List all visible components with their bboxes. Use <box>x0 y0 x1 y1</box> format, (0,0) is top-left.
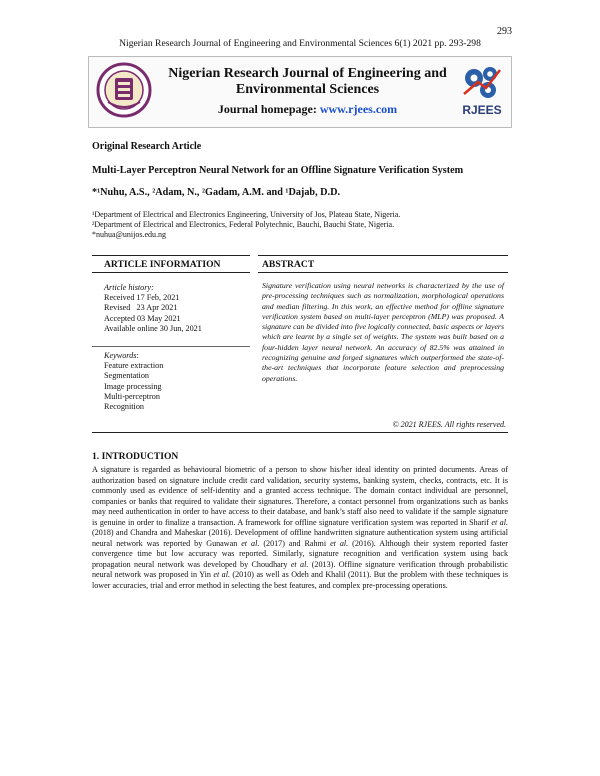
keyword-item: Segmentation <box>104 371 150 381</box>
keywords-label: Keywords: <box>104 351 139 360</box>
keywords-block <box>104 351 249 412</box>
introduction-heading: 1. INTRODUCTION <box>92 451 179 462</box>
info-top-rule <box>92 255 250 256</box>
abstract-heading: ABSTRACT <box>262 259 315 270</box>
info-heading-rule <box>92 272 250 273</box>
journal-homepage <box>160 102 455 117</box>
history-keywords-divider <box>92 346 250 347</box>
keyword-item: Recognition <box>104 402 145 412</box>
article-history <box>104 283 249 334</box>
homepage-link[interactable]: www.rjees.com <box>319 102 398 116</box>
history-available: Available online 30 Jun, 2021 <box>104 323 202 333</box>
keyword-item: Feature extraction <box>104 361 164 371</box>
affiliation-1: ¹Department of Electrical and Electronics Engineering, University of Jos, Plateau State, Nigeria. <box>92 210 401 219</box>
page-number: 293 <box>497 26 512 37</box>
journal-title-line1: Nigerian Research Journal of Engineering and <box>168 66 447 81</box>
homepage-label: Journal homepage: <box>217 102 320 116</box>
paper-title: Multi-Layer Perceptron Neural Network for an Offline Signature Verification System <box>92 165 464 176</box>
running-head: Nigerian Research Journal of Engineering and Environmental Sciences 6(1) 2021 pp. 293-298 <box>119 38 481 49</box>
abstract-bottom-rule <box>92 432 508 433</box>
history-label: Article history: <box>104 283 154 292</box>
abstract-heading-rule <box>258 272 508 273</box>
journal-title-line2: Environmental Sciences <box>235 82 380 97</box>
introduction-paragraph: A signature is regarded as behavioural biometric of a person to show his/her ideal identity on printed documents. Areas of authorization based on signature include credit card validation, security systems, banking system, checks, contracts, etc. It is commonly used as evidence of self-identity and a granted access technique. The domain contact individual are personnel, companies or banks that required to validate their signatures. Therefore, a contact personnel from organizations such as banks may need authentication in order to have access to their database, and bank’s staff also need to validate if the sample signature is genuine in order to finalize a transaction. A framework for offline signature verification system was reported in Sharif et al. (2018) and Chandra and Maheskar (2016). Development of offline handwritten signature authentication system using artificial neural network was reported by Gunawan et al. (2017) and Rahmi et al. (2016). Although their system reported faster convergence time but low accuracy was reported. Similarly, signature recognition and verification system using back propagation neural network was developed by Choudhary et al. (2013). Offline signature verification through probabilistic neural network was proposed in Yin et al. (2010) as well as Odeh and Khalil (2011). But the problem with these techniques is lower accuracies, trial and error method in selecting the best features, and complex pre-processing operations. <box>92 465 509 590</box>
history-accepted: Accepted 03 May 2021 <box>104 313 181 323</box>
corresponding-email[interactable]: *nuhua@unijos.edu.ng <box>92 230 167 239</box>
history-received: Received 17 Feb, 2021 <box>104 293 180 303</box>
rjees-logo <box>458 60 506 120</box>
abstract-text: Signature verification using neural networks is characterized by the use of pre-processing techniques such as normalization, morphological operations and median filtering. In this work, an effective method for offline signature verification system based on multi-layer perceptron (MLP) was proposed. A signature can be divided into five logically connected, basic aspects or layers which are learnt by a single set of weights. The system was built based on a four-hidden layer neural network. An accuracy of 82.5% was attained in recognizing genuine and forged signatures which outperformed the state-of-the-art techniques that incorporate feature selection and preprocessing operations. <box>262 281 504 383</box>
affiliation-2: ²Department of Electrical and Electronics, Federal Polytechnic, Bauchi, Bauchi State, Nigeria. <box>92 220 395 229</box>
rjees-logo-text: RJEES <box>462 103 502 117</box>
university-crest-logo <box>94 62 154 118</box>
abstract-top-rule <box>258 255 508 256</box>
keyword-item: Multi-perceptron <box>104 391 160 401</box>
journal-title <box>160 66 455 98</box>
article-info-heading: ARTICLE INFORMATION <box>104 259 221 270</box>
copyright-notice: © 2021 RJEES. All rights reserved. <box>392 420 506 429</box>
article-type: Original Research Article <box>92 141 202 152</box>
history-revised: Revised 23 Apr 2021 <box>104 303 178 313</box>
keyword-item: Image processing <box>104 381 162 391</box>
author-list: *¹Nuhu, A.S., ²Adam, N., ²Gadam, A.M. and ¹Dajab, D.D. <box>92 187 340 198</box>
